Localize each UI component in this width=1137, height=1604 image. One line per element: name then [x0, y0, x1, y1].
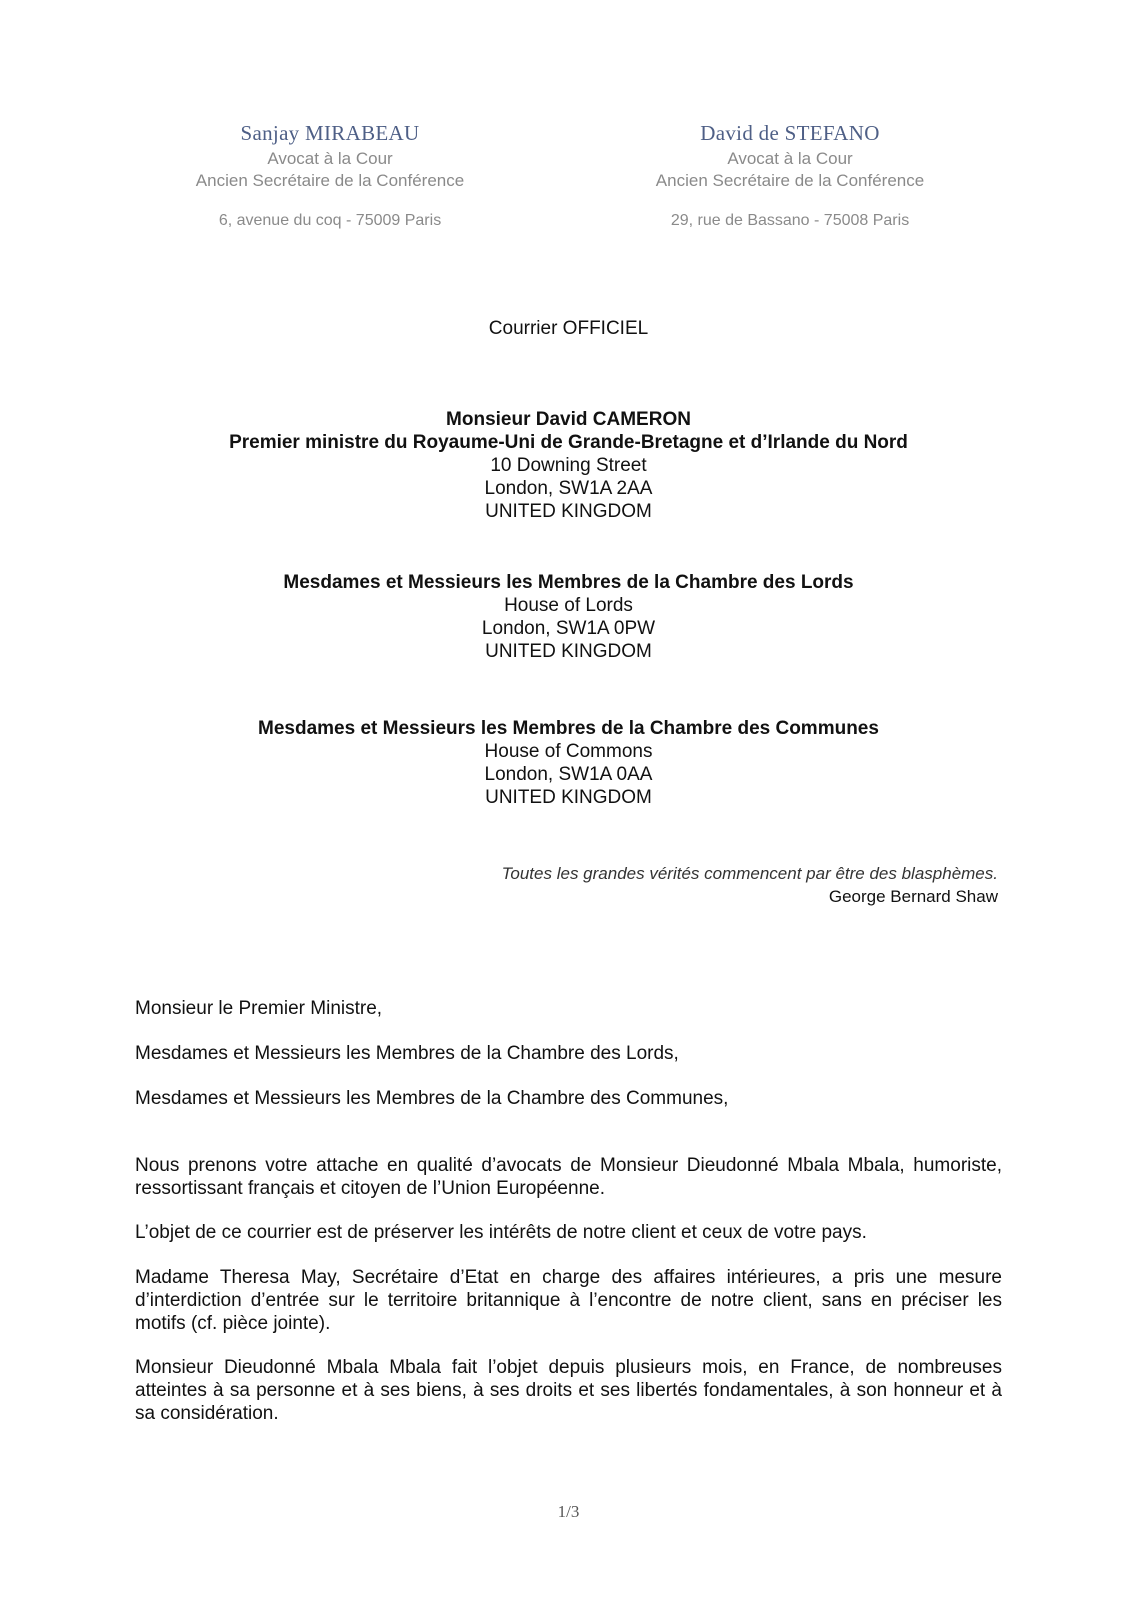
paragraph-text: Nous prenons votre attache en qualité d’avocats de Monsieur Dieudonné Mbala Mbala, humoriste, ressortissant français et citoyen de l’Union Européenne.: [135, 1155, 1002, 1199]
epigraph-text: Toutes les grandes vérités commencent par être des blasphèmes.: [501, 864, 998, 883]
recipient-heading: Mesdames et Messieurs les Membres de la Chambre des Lords: [283, 572, 854, 593]
recipient-address-line: 10 Downing Street: [490, 455, 647, 476]
body-paragraph: [135, 1221, 1002, 1244]
lawyer-subtitle: Ancien Secrétaire de la Conférence: [195, 171, 465, 190]
salutation: Monsieur le Premier Ministre,: [135, 998, 383, 1019]
lawyer-name: David de STEFANO: [700, 121, 880, 145]
recipient-address-line: UNITED KINGDOM: [485, 641, 652, 662]
lawyer-name: Sanjay MIRABEAU: [240, 121, 420, 145]
recipient-block-lords: [100, 571, 1037, 663]
page-number: 1/3: [557, 1502, 580, 1521]
recipient-address-line: London, SW1A 0PW: [481, 618, 656, 639]
salutation: Mesdames et Messieurs les Membres de la Chambre des Communes,: [135, 1088, 729, 1109]
recipient-address-line: House of Commons: [484, 741, 653, 762]
epigraph: [502, 862, 998, 908]
recipient-address-line: House of Lords: [504, 595, 633, 616]
recipient-address-line: London, SW1A 2AA: [484, 478, 653, 499]
lawyer-address: 6, avenue du coq - 75009 Paris: [218, 212, 442, 229]
paragraph-text: Madame Theresa May, Secrétaire d’Etat en charge des affaires intérieures, a pris une mesure d’interdiction d’entrée sur le territoire britannique à l’encontre de notre client, sans en préciser les motifs (cf. pièce jointe).: [135, 1267, 1002, 1334]
lawyer-subtitle: Ancien Secrétaire de la Conférence: [655, 171, 925, 190]
body-paragraph: [135, 1154, 1002, 1200]
recipient-heading: Monsieur David CAMERON: [446, 409, 691, 430]
courrier-label: Courrier OFFICIEL: [488, 318, 649, 339]
letterhead-right: [600, 118, 980, 232]
recipient-address-line: UNITED KINGDOM: [485, 501, 652, 522]
paragraph-text: L’objet de ce courrier est de préserver les intérêts de notre client et ceux de votre pays.: [135, 1222, 867, 1243]
epigraph-author: George Bernard Shaw: [828, 887, 998, 906]
body-paragraph: [135, 1356, 1002, 1425]
paragraph-text: Monsieur Dieudonné Mbala Mbala fait l’objet depuis plusieurs mois, en France, de nombreuses atteintes à sa personne et à ses biens, à ses droits et ses libertés fondamentales, à son honneur et à sa considération.: [135, 1357, 1002, 1424]
letterhead-left: [140, 118, 520, 232]
recipient-address-line: London, SW1A 0AA: [484, 764, 653, 785]
body-paragraph: [135, 1266, 1002, 1335]
recipient-heading: Premier ministre du Royaume-Uni de Grande-Bretagne et d’Irlande du Nord: [229, 432, 908, 453]
salutation: Mesdames et Messieurs les Membres de la Chambre des Lords,: [135, 1043, 679, 1064]
lawyer-title: Avocat à la Cour: [267, 149, 393, 168]
lawyer-title: Avocat à la Cour: [727, 149, 853, 168]
recipient-block-commons: [100, 717, 1037, 809]
recipient-address-line: UNITED KINGDOM: [485, 787, 652, 808]
lawyer-address: 29, rue de Bassano - 75008 Paris: [670, 212, 910, 229]
recipient-block-pm: [100, 408, 1037, 523]
recipient-heading: Mesdames et Messieurs les Membres de la Chambre des Communes: [258, 718, 879, 739]
